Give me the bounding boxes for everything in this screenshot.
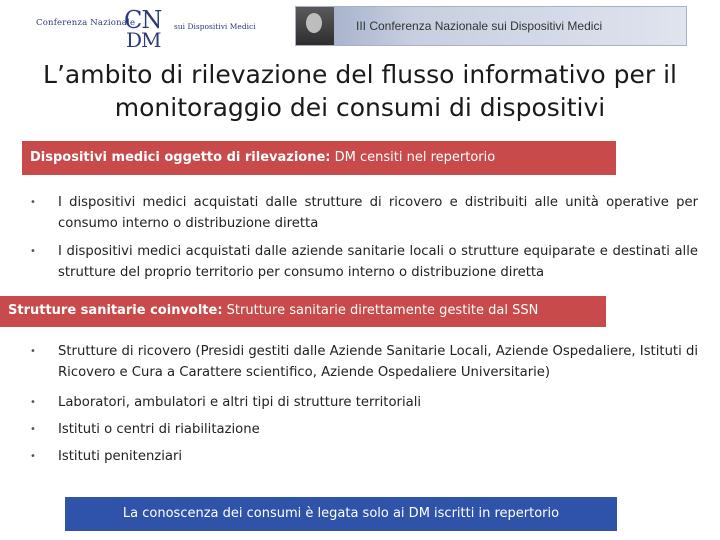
section2-header-bold: Strutture sanitarie coinvolte:: [8, 303, 223, 318]
list-item-text: Istituti o centri di riabilitazione: [58, 422, 260, 437]
list-item-text: Strutture di ricovero (Presidi gestiti dalle Aziende Sanitarie Locali, Aziende Ospedaliere, Istituti di Ricovero e Cura a Carattere scientifico, Aziende Ospedaliere Universitarie): [58, 344, 698, 380]
section1-list-clipped: [30, 241, 698, 296]
logo-dm: DM: [126, 28, 161, 52]
list-item: [30, 241, 698, 283]
list-item: [30, 419, 698, 440]
slide-title: L’ambito di rilevazione del flusso informativo per il monitoraggio dei consumi di dispositivi: [43, 60, 677, 122]
logo-right-text: sui Dispositivi Medici: [174, 22, 256, 31]
conference-logo: [36, 6, 266, 52]
list-item-text: Laboratori, ambulatori e altri tipi di strutture territoriali: [58, 395, 422, 410]
logo-mark: [124, 6, 172, 52]
bullet-icon: •: [30, 424, 36, 435]
section2-header-bar: [0, 296, 606, 327]
bullet-icon: •: [30, 346, 36, 357]
list-item-text: I dispositivi medici acquistati dalle aziende sanitarie locali o strutture equiparate e destinati alle strutture del proprio territorio per consumo interno o distribuzione diretta: [58, 244, 698, 280]
footer-bar: La conoscenza dei consumi è legata solo ai DM iscritti in repertorio: [65, 497, 617, 531]
section1-list: [30, 192, 698, 243]
bullet-icon: •: [30, 397, 36, 408]
section1-header-bold: Dispositivi medici oggetto di rilevazione:: [30, 150, 331, 165]
logo-left-text: Conferenza Nazionale: [36, 18, 136, 28]
conference-banner: [295, 6, 687, 46]
bullet-icon: •: [30, 451, 36, 462]
list-item: [30, 192, 698, 234]
bullet-icon: •: [30, 246, 36, 257]
list-item-text: Istituti penitenziari: [58, 449, 183, 464]
bullet-icon: •: [30, 197, 36, 208]
list-item-text: I dispositivi medici acquistati dalle strutture di ricovero e distribuiti alle unità operative per consumo interno o distribuzione diretta: [58, 195, 698, 231]
section2-header-rest: Strutture sanitarie direttamente gestite dal SSN: [222, 303, 539, 318]
section2-list: [30, 341, 698, 467]
list-item: [30, 446, 698, 467]
section1-header-rest: DM censiti nel repertorio: [330, 150, 496, 165]
list-item: [30, 341, 698, 383]
section1-header-bar: [22, 141, 616, 175]
banner-text: III Conferenza Nazionale sui Dispositivi Medici: [356, 19, 603, 33]
banner-photo: [296, 7, 334, 45]
logo-cn: CN: [124, 6, 162, 34]
list-item: [30, 392, 698, 413]
